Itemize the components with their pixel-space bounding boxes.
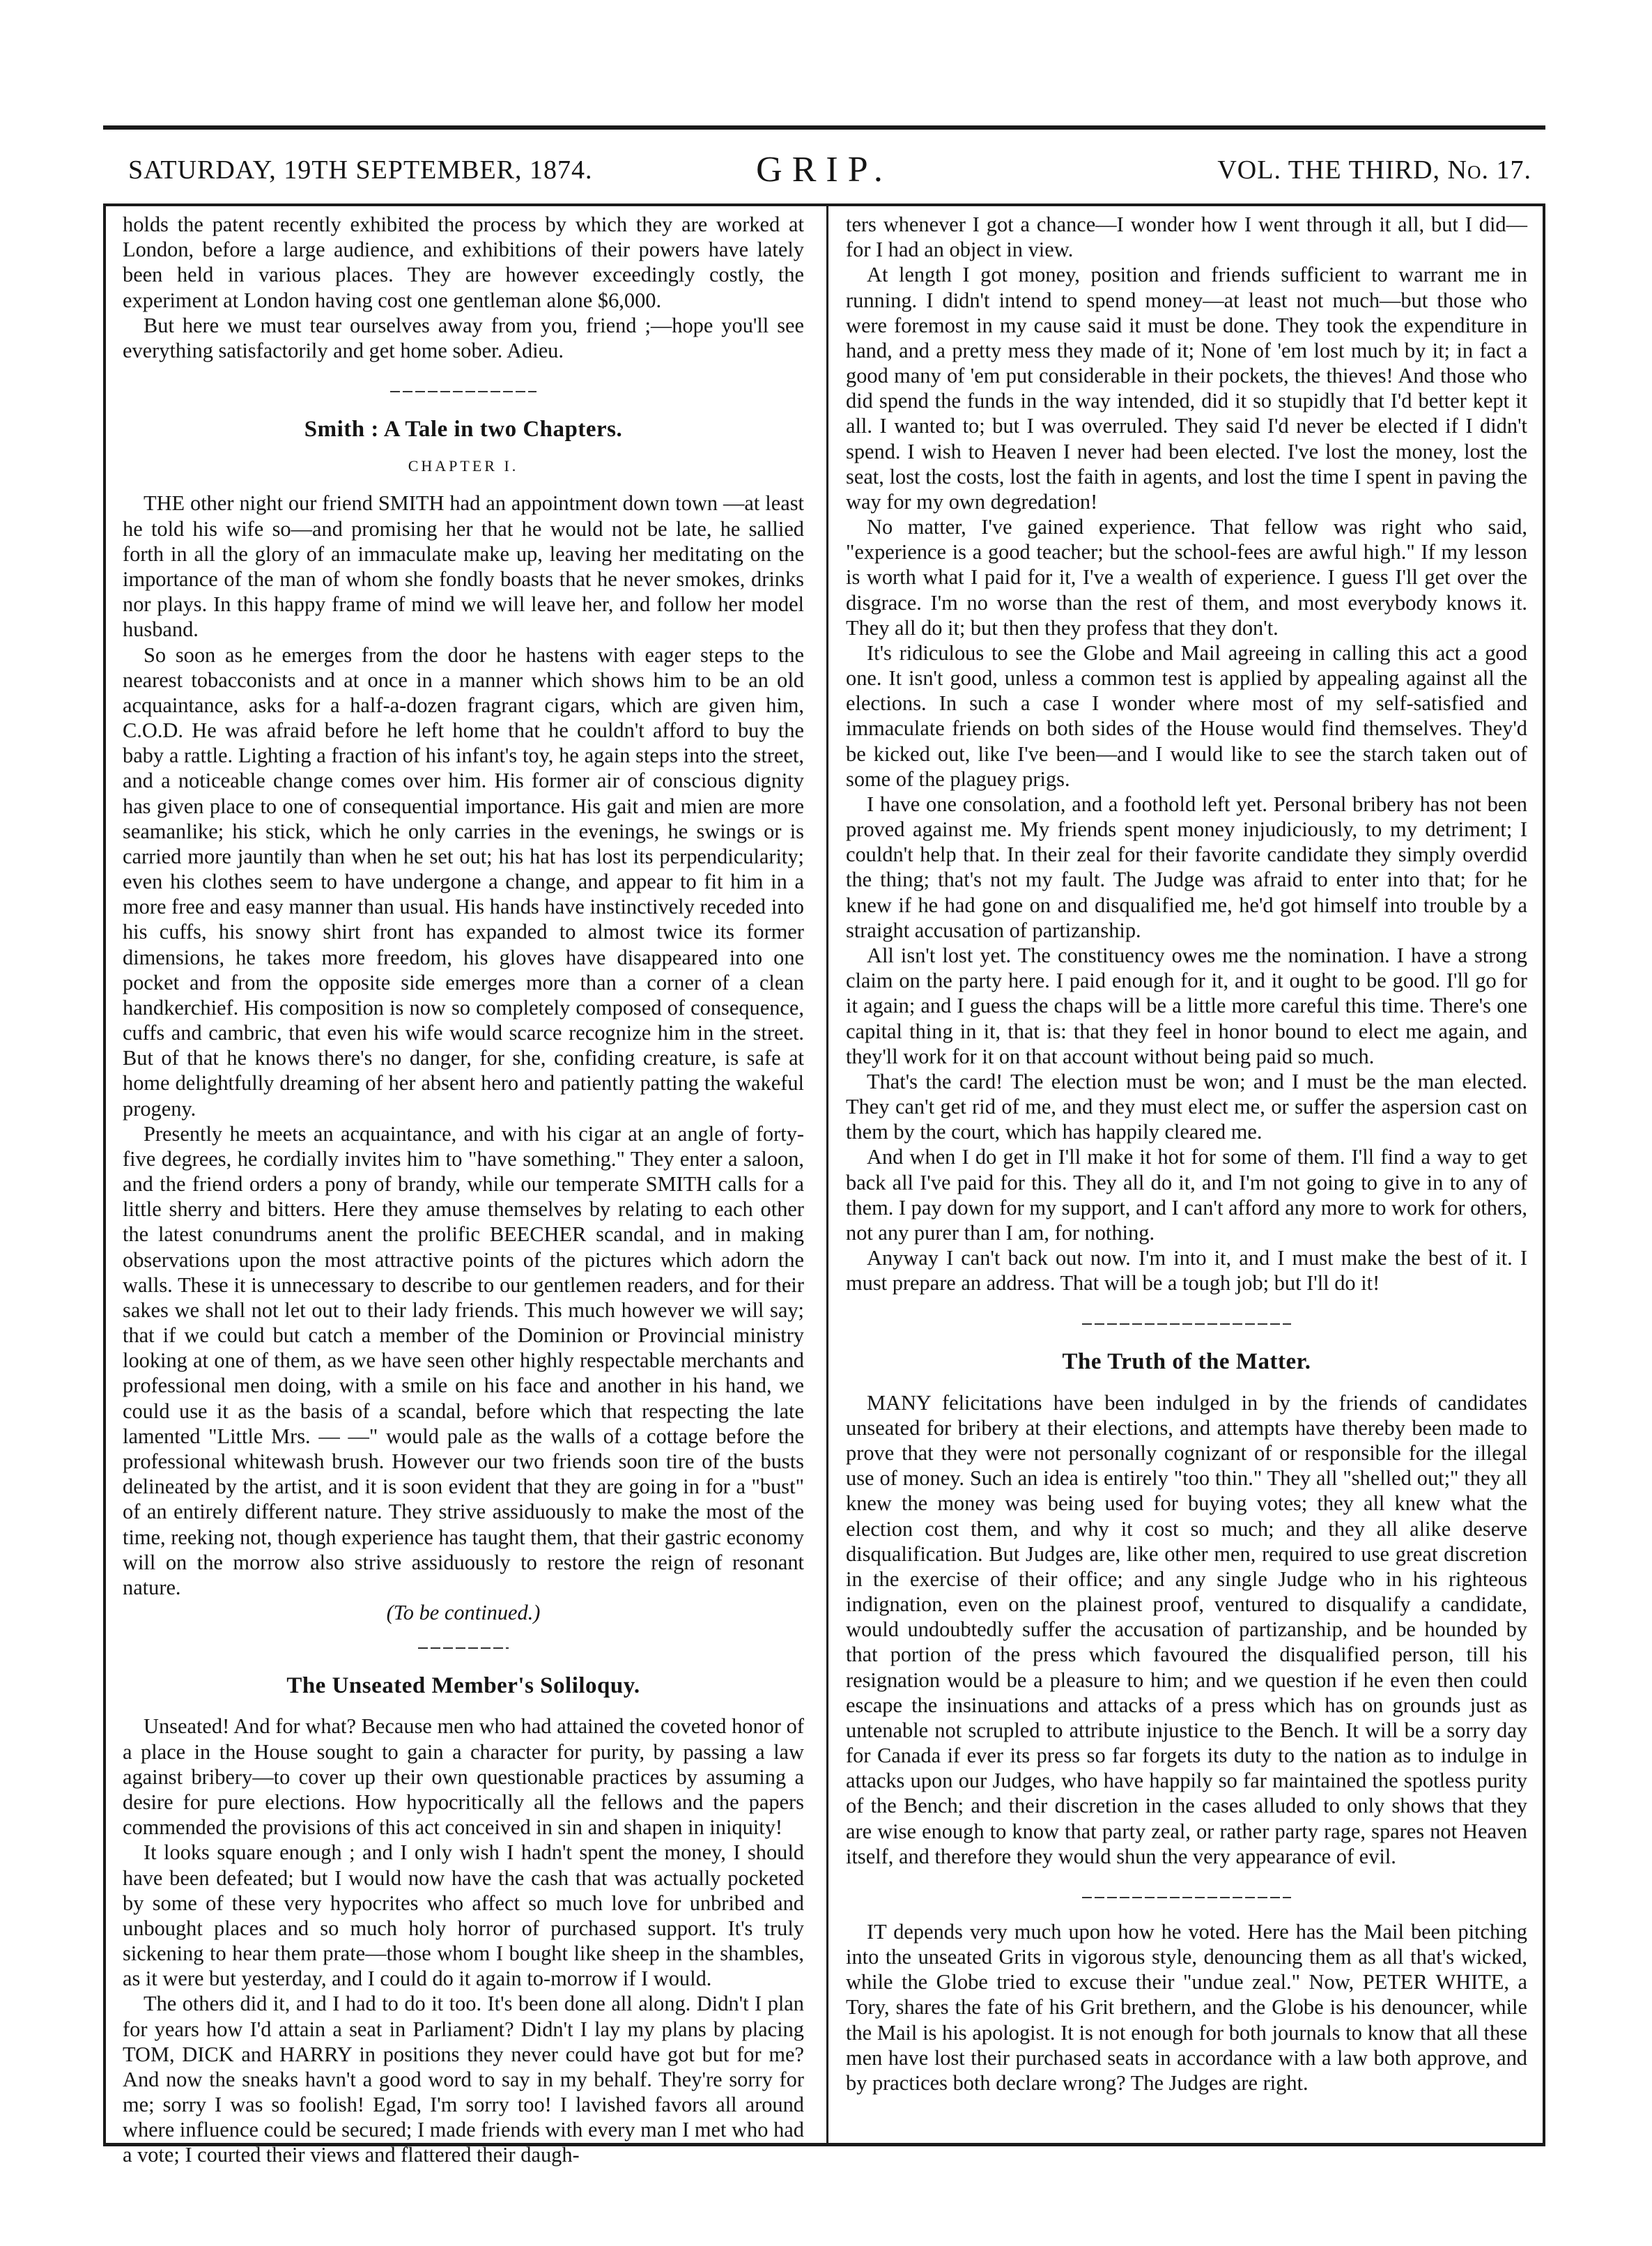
header-rule [103, 203, 1545, 206]
soliloquy-paragraph: ters whenever I got a chance—I wonder how I went through it all, but I did—for I had an object in view. [846, 213, 1527, 262]
newspaper-page [103, 125, 1545, 2167]
smith-chapter: CHAPTER I. [408, 457, 519, 475]
soliloquy-paragraph: All isn't lost yet. The constituency owes me the nomination. I have a strong claim on the party here. I paid enough for it, and it ought to be good. I'll go for it again; and I guess the chaps will be a little more careful this time. There's one capital thing in it, that is: that they feel in honor bound to elect me again, and they'll work for it on that account without being paid so much. [846, 943, 1527, 1068]
soliloquy-paragraph: No matter, I've gained experience. That fellow was right who said, "experience is a good teacher; but the school-fees are awful high." If my lesson is worth what I paid for it, I've a wealth of experience. I guess I'll get over the disgrace. I'm no worse than the rest of them, and most everybody knows it. They all do it; but then they profess that they don't. [846, 515, 1527, 640]
soliloquy-paragraph: The others did it, and I had to do it too. It's been done all along. Didn't I plan for years how I'd attain a seat in Parliament? Didn't I lay my plans by placing TOM, DICK and HARRY in positions they never could have got but for me? And now the sneaks havn't a good word to say in my behalf. They're sorry for me; sorry I was so foolish! Egad, I'm sorry too! I lavished favors all around where influence could be secured; I made friends with every man I met who had a vote; I courted their views and flattered their daugh- [123, 1992, 804, 2167]
column-divider [826, 203, 828, 2146]
smith-paragraph: Presently he meets an acquaintance, and with his cigar at an angle of forty-five degrees, he cordially invites him to "have something." They enter a saloon, and the friend orders a pony of brandy, while our temperate SMITH calls for a little sherry and bitters. Here they amuse themselves by relating to each other the latest conundrums anent the prolific BEECHER scandal, and in making observations upon the most attractive points of the pictures which adorn the walls. These it is unnecessary to describe to our gentlemen readers, and for their sakes we shall not let out to their lady friends. This much however we will say; that if we could but catch a member of the Dominion or Provincial ministry looking at one of them, as we have seen other highly respectable merchants and professional men doing, with a smile on his face and another in his hand, we could use it as the basis of a scandal, before which that respecting the late lamented "Little Mrs. — —" would pale as the walls of a cottage before the professional whitewash brush. However our two friends soon tire of the busts delineated by the artist, and it is soon evident that they are going in for a "bust" of an entirely different nature. They strive assiduously to make the most of the time, reeking not, though experience has taught them, that their gastric economy will on the morrow also strive assiduously to restore the reign of resonant nature. [123, 1121, 804, 1599]
header-title: GRIP. [756, 150, 893, 190]
continued-note: (To be continued.) [386, 1601, 541, 1625]
soliloquy-paragraph: Anyway I can't back out now. I'm into it, and I must make the best of it. I must prepare an address. That will be a tough job; but I'll do it! [846, 1246, 1527, 1295]
soliloquy-paragraph: And when I do get in I'll make it hot for some of them. I'll find a way to get back all I've paid for this. They all do it, and I'm not going to give in to any of them. I pay down for my support, and I can't afford any more to work for others, not any purer than I am, for nothing. [846, 1145, 1528, 1245]
soliloquy-paragraph: I have one consolation, and a foothold left yet. Personal bribery has not been proved against me. My friends spent money injudiciously, to my detriment; I couldn't help that. In their zeal for their favorite candidate they simply overdid the thing; that's not my fault. The Judge was afraid to enter into that; for he knew if he had gone on and disqualified me, he'd got himself into trouble by a straight accusation of partizanship. [846, 792, 1527, 942]
truth-title: The Truth of the Matter. [1062, 1349, 1311, 1375]
section-divider [390, 391, 536, 392]
section-divider [418, 1647, 509, 1649]
section-divider [1082, 1323, 1291, 1325]
soliloquy-title: The Unseated Member's Soliloquy. [286, 1673, 640, 1699]
soliloquy-paragraph: That's the card! The election must be won; and I must be the man elected. They can't get rid of me, and they must elect me, or suffer the aspersion cast on them by the court, which has happily cleared me. [846, 1069, 1527, 1144]
truth-paragraph: MANY felicitations have been indulged in by the friends of candidates unseated for bribery at their elections, and attempts have thereby been made to prove that they were not personally cognizant of or responsible for the illegal use of money. Such an idea is entirely "too thin." They all "shelled out;" they all knew the money was being used for buying votes; they all knew what the election cost them, and why it cost so much; and they all alike deserve disqualification. But Judges are, like other men, required to use great discretion in the exercise of their office; and any single Judge who in his righteous indignation, even on the plainest proof, ventured to disqualify a candidate, would undoubtedly suffer the accusation of partizanship, and be hounded by that portion of the press which favoured the disqualified person, till his resignation would be a pleasure to him; and we question if he even then could escape the insinuations and attacks of a press which has on grounds just as untenable not scrupled to attribute injustice to the Bench. It will be a sorry day for Canada if ever its press so far forgets its duty to the nation as to indulge in attacks upon our Judges, who have happily so far maintained the spotless purity of the Bench; and their discretion in the cases alluded to only shows that they are wise enough to know that party zeal, or rather party rage, spares not Heaven itself, and therefore they would shun the very appearance of evil. [846, 1390, 1527, 1868]
intro-paragraph: holds the patent recently exhibited the process by which they are worked at London, before a large audience, and exhibitions of their powers have lately been held in various places. They are however exceedingly costly, the experiment at London having cost one gentleman alone $6,000. [123, 213, 804, 312]
left-column [123, 212, 804, 2168]
smith-paragraph: So soon as he emerges from the door he hastens with eager steps to the nearest tobacconists and at once in a manner which shows him to be an old acquaintance, asks for a half-a-dozen fragrant cigars, which are given him, C.O.D. He was afraid before he left home that he couldn't afford to buy the baby a rattle. Lighting a fraction of his infant's toy, he again steps into the street, and a noticeable change comes over him. His former air of conscious dignity has given place to one of consequential importance. His gait and mien are more seamanlike; his stick, which he only carries in the evenings, he swings or is carried more jauntily than when he set out; his hat has lost its perpendicularity; even his clothes seem to have undergone a change, and appear to fit him in a more free and easy manner than usual. His hands have instinctively receded into his cuffs, his snowy shirt front has expanded to almost twice its former dimensions, he takes more freedom, his gloves have disappeared into one pocket and from the opposite side emerges more than a corner of a clean handkerchief. His composition is now so completely composed of consequence, cuffs and cambric, that even his wife would scarce recognize him in the street. But of that he knows there's no danger, for she, confiding creature, is safe at home delightfully dreaming of her absent hero and patiently patting the wakeful progeny. [123, 643, 804, 1121]
header-date: SATURDAY, 19TH SEPTEMBER, 1874. [128, 155, 593, 185]
page-header [103, 149, 1545, 194]
section-divider [1082, 1897, 1291, 1898]
intro-paragraph: But here we must tear ourselves away from you, friend ;—hope you'll see everything satisfactorily and get home sober. Adieu. [123, 313, 804, 362]
left-border [103, 203, 106, 2146]
final-paragraph: IT depends very much upon how he voted. Here has the Mail been pitching into the unseated Grits in vigorous style, denouncing them as all that's wicked, while the Globe tried to excuse their "undue zeal." Now, PETER WHITE, a Tory, shares the fate of his Grit brethern, and the Globe is his denouncer, while the Mail is his apologist. It is not enough for both journals to know that all these men have lost their purchased seats in accordance with a law both approve, and by practices both declare wrong? The Judges are right. [846, 1919, 1527, 2095]
right-column [846, 212, 1527, 2095]
soliloquy-paragraph: It looks square enough ; and I only wish I hadn't spent the money, I should have been defeated; but I would now have the cash that was actually pocketed by some of these very hypocrites who affect so much love for unbribed and unbought places and so much holy horror of purchased support. It's truly sickening to hear them prate—those whom I bought like sheep in the shambles, as it were but yesterday, and I could do it again to-morrow if I would. [123, 1840, 804, 1991]
soliloquy-paragraph: It's ridiculous to see the Globe and Mail agreeing in calling this act a good one. It isn't good, unless a common test is applied by appealing against all the elections. In such a case I wonder where most of my self-satisfied and immaculate friends on both sides of the House would find themselves. They'd be kicked out, like I've been—and I would like to see the starch taken out of some of the plaguey prigs. [846, 640, 1527, 791]
smith-paragraph: THE other night our friend SMITH had an appointment down town —at least he told his wife so—and promising her that he would not be late, he sallied forth in all the glory of an immaculate make up, leaving her meditating on the importance of the man of whom she fondly boasts that he never smokes, drinks nor plays. In this happy frame of mind we will leave her, and follow her model husband. [123, 491, 804, 642]
header-volume: VOL. THE THIRD, No. 17. [1217, 155, 1531, 185]
top-rule [103, 125, 1545, 130]
smith-title: Smith : A Tale in two Chapters. [304, 417, 623, 443]
right-border [1543, 203, 1545, 2146]
soliloquy-paragraph: At length I got money, position and friends sufficient to warrant me in running. I didn't intend to spend money—at least not much—but those who were foremost in my cause said it must be done. They took the expenditure in hand, and a pretty mess they made of it; None of 'em lost much by it; in fact a good many of 'em put considerable in their pockets, the thieves! And those who did spend the funds in the way intended, did it so stupidly that I'd better kept it all. I wanted to; but I was overruled. They said I'd never be elected if I didn't spend. I wish to Heaven I never had been elected. I've lost the money, lost the seat, lost the costs, lost the faith in agents, and lost the time I spent in paving the way for my own degredation! [846, 263, 1527, 514]
soliloquy-paragraph: Unseated! And for what? Because men who had attained the coveted honor of a place in the House sought to gain a character for purity, by passing a law against bribery—to cover up their own questionable practices by assuming a desire for pure elections. How hypocritically all the fellows and the papers commended the provisions of this act conceived in sin and shapen in iniquity! [123, 1714, 804, 1840]
